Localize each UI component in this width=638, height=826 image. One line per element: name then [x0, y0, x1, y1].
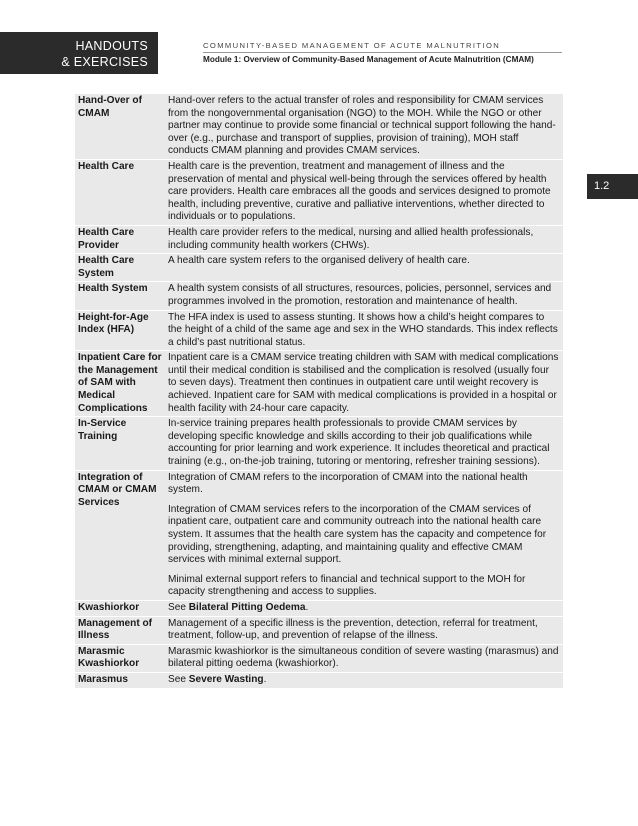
glossary-row — [75, 310, 563, 351]
glossary-row — [75, 254, 563, 282]
page-section-tab: 1.2 — [587, 174, 638, 199]
see-suffix: . — [305, 601, 309, 613]
glossary-row — [75, 282, 563, 310]
glossary-term: Integration of CMAM or CMAM Services — [75, 470, 165, 600]
header-divider — [203, 52, 562, 53]
glossary-row — [75, 351, 563, 417]
handouts-exercises-tab — [0, 32, 158, 74]
cross-reference: Bilateral Pitting Oedema — [188, 601, 306, 613]
definition-paragraph: A health care system refers to the organised delivery of health care. — [168, 255, 470, 267]
glossary-definition — [165, 351, 563, 417]
glossary-definition — [165, 159, 563, 225]
glossary-definition — [165, 225, 563, 253]
glossary-term: Management of Illness — [75, 616, 165, 644]
glossary-term: Health Care Provider — [75, 225, 165, 253]
glossary-term: Kwashiorkor — [75, 600, 165, 616]
glossary-definition — [165, 616, 563, 644]
definition-paragraph: Minimal external support refers to financial and technical support to the MOH for capacity strengthening and access to supplies. — [168, 573, 526, 598]
glossary-row — [75, 470, 563, 600]
glossary-row — [75, 644, 563, 672]
glossary-definition — [165, 282, 563, 310]
see-suffix: . — [263, 673, 267, 685]
glossary-term: Marasmus — [75, 672, 165, 687]
see-prefix: See — [168, 673, 189, 685]
glossary-term: Height-for-Age Index (HFA) — [75, 310, 165, 351]
definition-paragraph: A health system consists of all structures, resources, policies, personnel, services and programmes involved in the promotion, restoration and maintenance of health. — [168, 283, 552, 307]
definition-paragraph: In-service training prepares health professionals to provide CMAM services by developing specific knowledge and skills according to their job qualifications while accounting for prior learning and work experience. It includes theoretical and practical training (e.g., on-the-job training, tutoring or mentoring, refresher training sessions). — [168, 418, 550, 468]
glossary-definition — [165, 310, 563, 351]
definition-paragraph: Health care is the prevention, treatment and management of illness and the preservation of mental and physical well-being through the services offered by health care providers. Health care embraces all the goods and services designed to promote health, including preventive, curative and palliative interventions, whether directed to individuals or to populations. — [168, 160, 551, 223]
glossary-definition — [165, 254, 563, 282]
glossary-term: Health System — [75, 282, 165, 310]
definition-paragraph: The HFA index is used to assess stunting. It shows how a child’s height compares to the height of a child of the same age and sex in the WHO standards. This index reflects a child’s past nutritional status. — [168, 311, 558, 348]
cross-reference: Severe Wasting — [188, 673, 264, 685]
definition-paragraph: Integration of CMAM refers to the incorporation of CMAM into the national health system. — [168, 471, 528, 496]
glossary-definition — [165, 672, 563, 687]
definition-paragraph: Marasmic kwashiorkor is the simultaneous condition of severe wasting (marasmus) and bilateral pitting oedema (kwashiorkor). — [168, 645, 559, 670]
definition-paragraph: Hand-over refers to the actual transfer of roles and responsibility for CMAM services from the nongovernmental organisation (NGO) to the MOH. While the NGO or other partner may continue to provide some financial or technical support following the hand-over (e.g., purchase and transport of supplies, provision of training), MOH staff conducts CMAM planning and provides CMAM services. — [168, 95, 556, 157]
see-prefix: See — [168, 601, 189, 613]
definition-paragraph: Management of a specific illness is the prevention, detection, referral for treatment, treatment, follow-up, and prevention of relapse of the illness. — [168, 617, 538, 642]
glossary-table — [75, 94, 563, 688]
tab-line-2: & EXERCISES — [61, 55, 148, 69]
glossary-row — [75, 616, 563, 644]
glossary-term: Health Care System — [75, 254, 165, 282]
glossary-row — [75, 225, 563, 253]
glossary-definition — [165, 470, 563, 600]
glossary-row — [75, 672, 563, 687]
glossary-body — [75, 94, 563, 688]
glossary-row — [75, 159, 563, 225]
glossary-definition — [165, 94, 563, 159]
glossary-term: In-Service Training — [75, 417, 165, 470]
glossary-term: Marasmic Kwashiorkor — [75, 644, 165, 672]
glossary-term: Inpatient Care for the Management of SAM with Medical Complications — [75, 351, 165, 417]
definition-paragraph: Inpatient care is a CMAM service treating children with SAM with medical complications until their medical condition is stabilised and the complication is resolved (usually four to seven days). Treatment then continues in outpatient care until weight recovery is achieved. Inpatient care for SAM with medical complications is provided in a hospital or health facility with 24-hour care capacity. — [168, 352, 559, 414]
glossary-row — [75, 94, 563, 159]
definition-paragraph: Integration of CMAM services refers to the incorporation of the CMAM services of inpatient care, outpatient care and community outreach into the national health care system. It assumes that the health care system has the capacity and competence for providing, strengthening, adapting, and maintaining quality and effective CMAM services with minimal external support. — [168, 503, 547, 566]
glossary-definition — [165, 600, 563, 616]
glossary-term: Hand-Over of CMAM — [78, 95, 142, 119]
glossary-definition — [165, 417, 563, 470]
glossary-row — [75, 600, 563, 616]
definition-paragraph: Health care provider refers to the medical, nursing and allied health professionals, including community health workers (CHWs). — [168, 226, 534, 251]
module-title: Module 1: Overview of Community-Based Management of Acute Malnutrition (CMAM) — [203, 55, 534, 64]
tab-line-1: HANDOUTS — [75, 39, 148, 53]
glossary-row — [75, 417, 563, 470]
glossary-term: Health Care — [75, 159, 165, 225]
series-title: COMMUNITY-BASED MANAGEMENT OF ACUTE MALNUTRITION — [203, 41, 501, 50]
glossary-definition — [165, 644, 563, 672]
